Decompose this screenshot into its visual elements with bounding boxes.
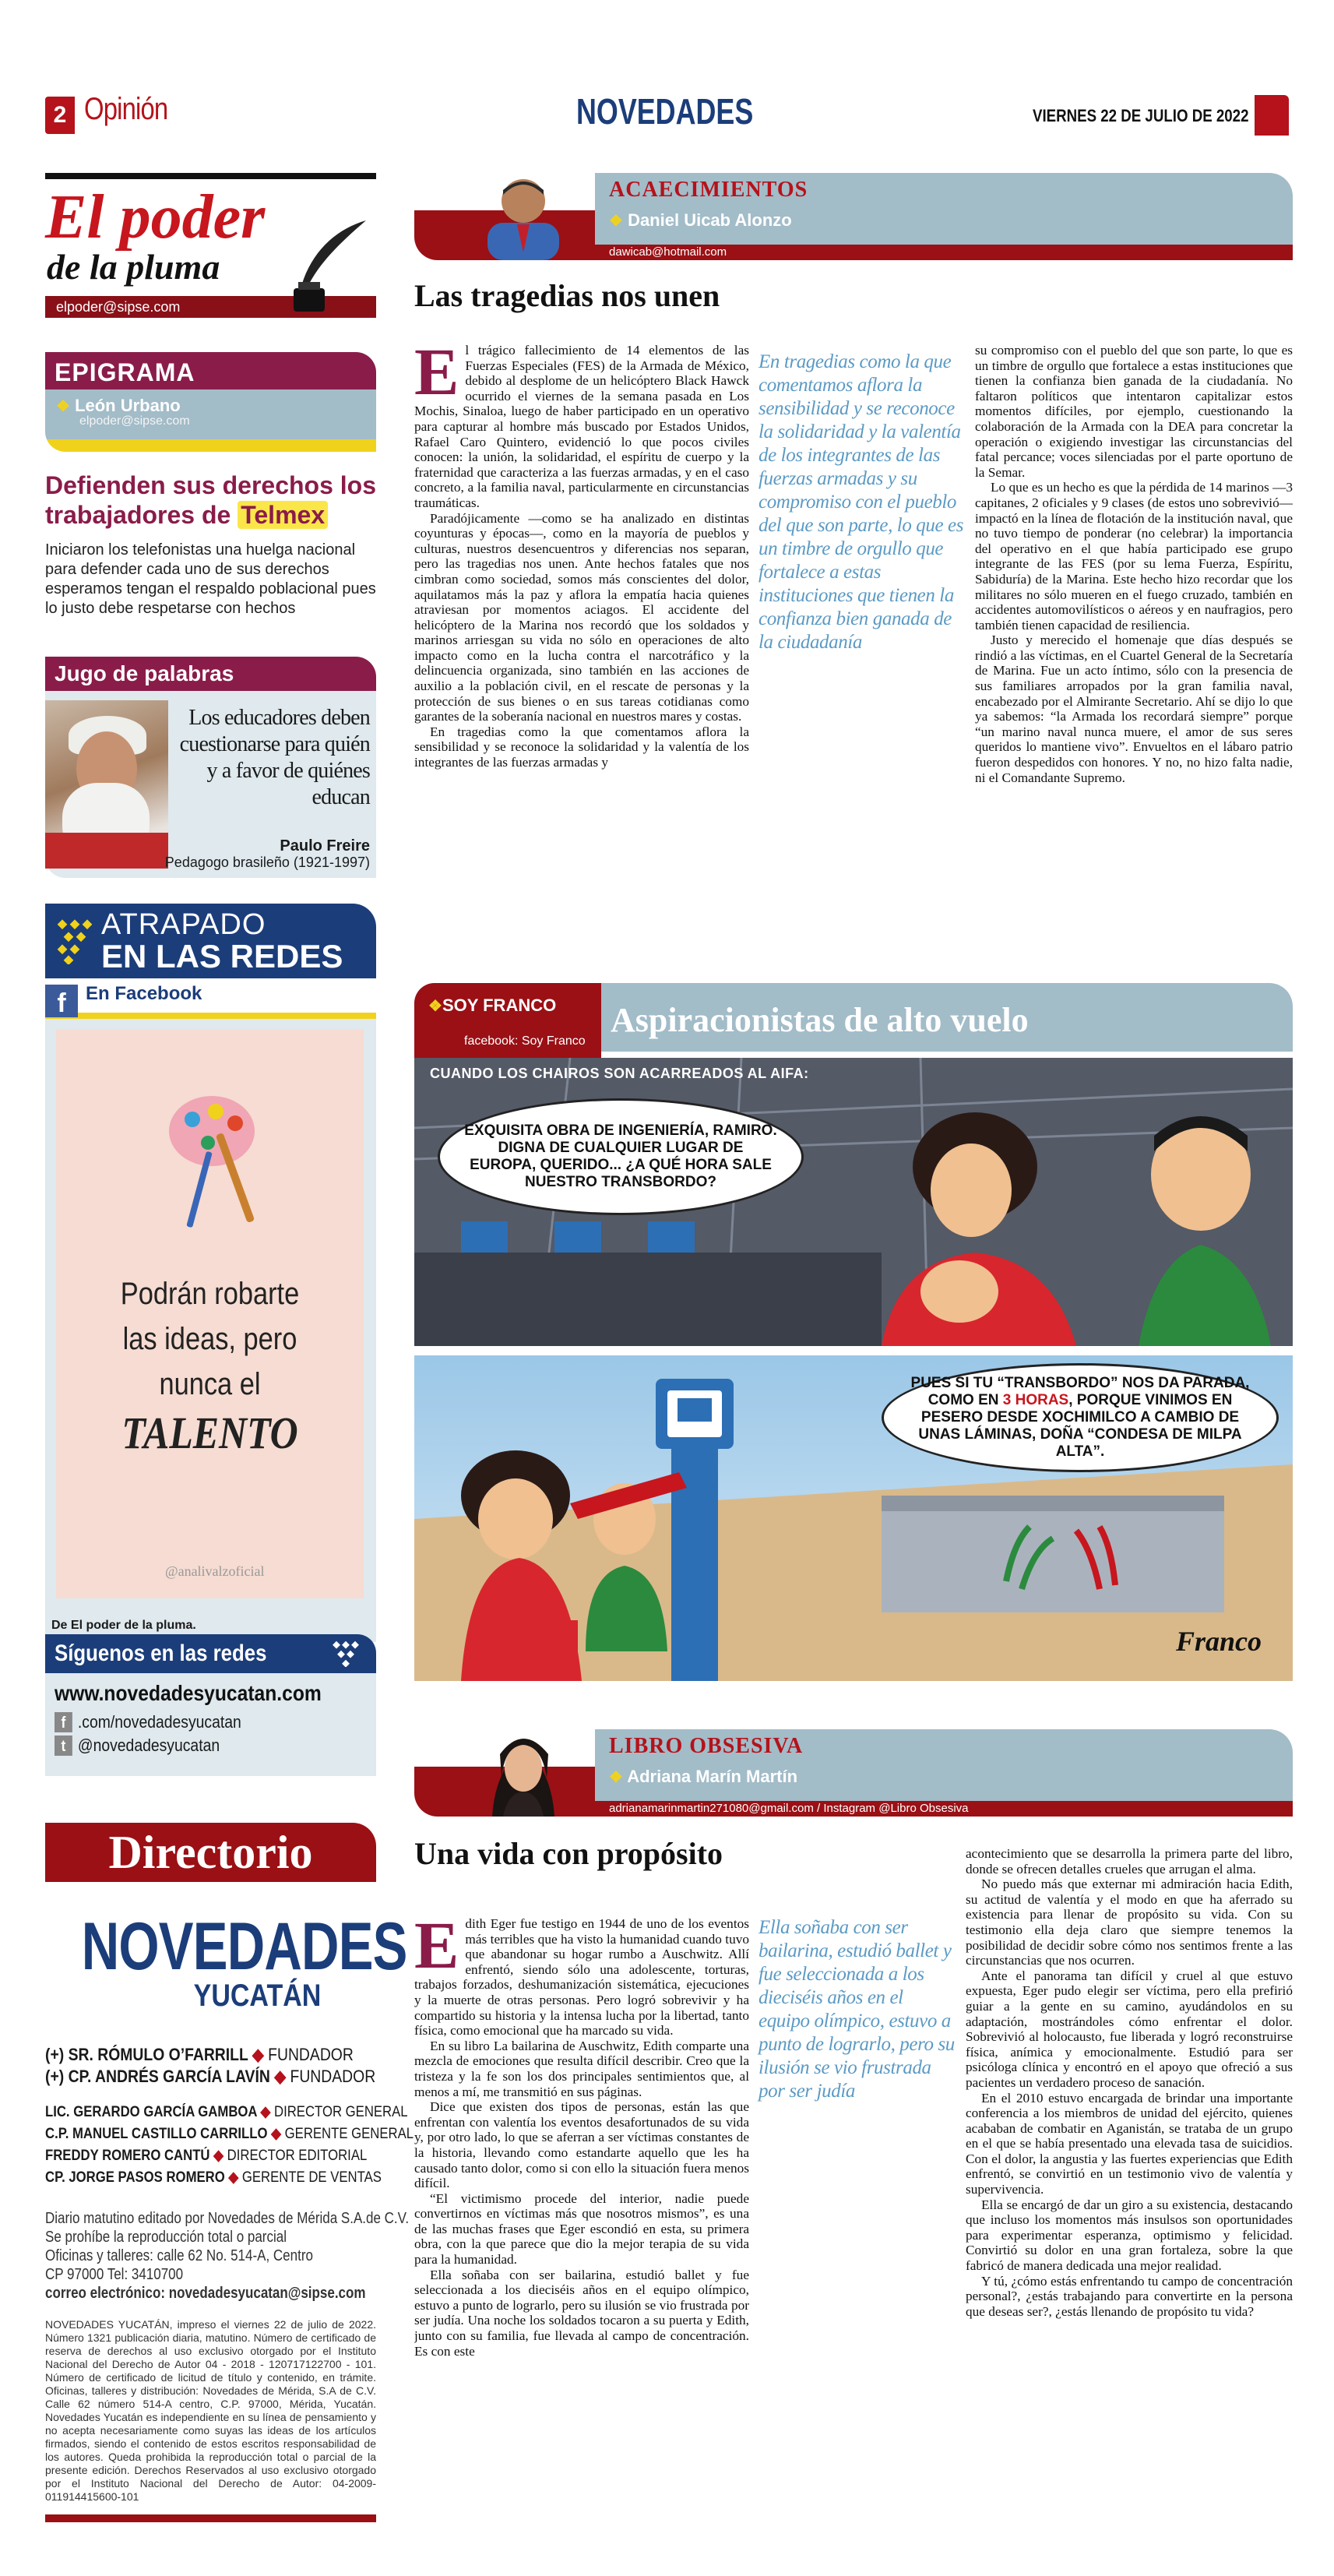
quill-icon: [276, 217, 370, 318]
cartoonist: ❖SOY FRANCO: [428, 996, 557, 1015]
founder-line: (+) SR. RÓMULO O’FARRILL ◆ FUNDADOR: [45, 2045, 354, 2064]
logo-novedades: NOVEDADES: [81, 1909, 407, 1984]
poder-subtitle: de la pluma: [47, 247, 220, 287]
columnist-photo: [477, 167, 570, 260]
cartoon-panel-bottom: [414, 1355, 1293, 1681]
article2-col3: acontecimiento que se desarrolla la primera parte del libro, donde se ofrecen detalles crueles que arrugan el alma. No puedo más que externar mi admiración hacia Edith, su actitud de valentía y el modo en que ha aferrado su existencia para llenar de propósito su vida. Con su testimonio ella deja claro que siempre tenemos la posibilidad de decidir sobre cómo nos sentimos frente a las circunstancias que nos ocurren. Ante el panorama tan difícil y cruel al que estuvo expuesta, Eger pudo elegir ser víctima, pero ella prefirió guiar a la gente en su camino, ayudándolos en su adaptación, mostrándoles cómo enfrentar el dolor. Sobrevivió al holocausto, fue liberada y logró reconstruirse física, anímica y emocionalmente. Estudió para ser psicóloga clínica y encontró en el apoyo que ofreció a sus pacientes un verdadero proceso de sanación. En el 2010 estuvo encargada de brindar una importante conferencia a los miembros de unidad del ejército, quienes acababan de combatir en Aganistán, se trataba de un grupo en el que se había presentado una elevada tasa de suicidios. Con el dolor, la angustia y las fuertes experiencias que Edith enfrentó, se convirtió en un testimonio vivo de valentía y supervivencia. Ella se encargó de dar un giro a su existencia, destacando que incluso los momentos más insulsos son oportunidades para experimentar esperanza, optimismo y felicidad. Convirtió su dolor en una gran fortaleza, sobre la que fabricó de manera dedicada una mejor realidad. Y tú, ¿cómo estás enfrentando tu campo de concentración personal?, ¿estás trabajando para convertirte en la persona que deseas ser?, ¿estás llenando de propósito tu vida?: [966, 1846, 1293, 2319]
staff-line: LIC. GERARDO GARCÍA GAMBOA ◆ DIRECTOR GENERAL: [45, 2104, 408, 2120]
cartoon-title: Aspiracionistas de alto vuelo: [611, 1001, 1029, 1039]
article2-header: [414, 1729, 1293, 1817]
footer-bar: [45, 2514, 376, 2522]
author-portrait: [45, 700, 168, 869]
epigrama-highlight: Telmex: [238, 501, 328, 529]
redes-line1: ATRAPADO: [101, 908, 266, 941]
cartoon-caption: CUANDO LOS CHAIROS SON ACARREADOS AL AIFA:: [430, 1066, 809, 1081]
cartoonist-signature: Franco: [1175, 1626, 1262, 1657]
jugo-block: [45, 657, 376, 878]
article2-pullquote: Ella soñaba con ser bailarina, estudió ballet y fue seleccionada a los dieciséis años en el equipo olímpico, estuvo a punto de lograrlo, pero su ilusión se vio frustrada por ser judía: [759, 1917, 955, 2102]
info-line: CP 97000 Tel: 3410700: [45, 2266, 184, 2283]
directorio-label: Directorio: [45, 1823, 376, 1882]
facebook-label: En Facebook: [86, 983, 202, 1004]
staff-line: FREDDY ROMERO CANTÚ ◆ DIRECTOR EDITORIAL: [45, 2148, 368, 2164]
article2-col1: E dith Eger fue testigo en 1944 de uno de los eventos más terribles que ha visto la humanidad cuando tuvo que abandonar su hogar rumbo a Auschwitz. Allí enfrentó, siendo sólo una adolescente, torturas, trabajos forzados, deshumanización sistemática, ejecuciones y la muerte de otras personas. Pero logró sobrevivir y ha compartido su historia y la intensa lucha por la libertad, tanto física, como emocional que ha marcado su vida. En su libro La bailarina de Auschwitz, Edith comparte una mezcla de emociones que resulta difícil describir. Creo que la tristeza y la fe son los dos principales sentimientos que, al menos a mí, me transmitió en sus páginas. Dice que existen dos tipos de personas, están las que enfrentan con valentía los eventos desafortunados de su vida y, por otro lado, lo que se aferran a ser víctimas constantes de la historia, llevando como estandarte aquello que les ha causado tanto dolor, como si con ello la situación fuera menos difícil. “El victimismo procede del interior, nadie puede convertirnos en víctimas más que nosotros mismos”, es una de las muchas frases que Eger escondió en esta, su primera obra, con la que parece que dio la mejor terapia de su vida para la humanidad. Ella soñaba con ser bailarina, estudió ballet y fue seleccionada a los dieciséis años en el equipo olímpico, estuvo a punto de lograrlo, pero su ilusión se vio frustrada por ser judía. Una noche los soldados tocaron a su puerta y Edith, junto con su familia, fue llevada al campo de concentración. Es con este: [414, 1916, 749, 2359]
article1-col1: E l trágico fallecimiento de 14 elementos de las Fuerzas Especiales (FES) de la Armada de México, debido al desplome de un helicóptero Black Hawck ocurrido el viernes de la semana pasada en Los Mochis, Sinaloa, luego de haber participado en un operativo para capturar al hombre más buscado por Estados Unidos, Rafael Caro Quintero, evidenció lo que pocos civiles conocen: la unión, la solidaridad, el espíritu de cuerpo y la fraternidad que caracteriza a las fuerzas armadas, y en el caso concreto, a la familia naval, particularmente en circunstancias traumáticas. Paradójicamente —como se ha analizado en distintas coyunturas y épocas—, como en la mayoría de pueblos y culturas, nuestros desencuentros y diferencias nos separan, pero las tragedias nos unen. Ante hechos fatales que nos cimbran como sociedad, somos más conscientes del dolor, aquilatamos más la paz y aflora la empatía hacia quienes atraviesan por momentos aciagos. El accidente del helicóptero de la Marina nos recordó que los soldados y marinos arriesgan su vida no sólo en operaciones de alto impacto como en la lucha contra el narcotráfico y la delincuencia organizada, sino también en las acciones de auxilio a la población civil, en el rescate de personas y la protección de sus bienes o en sus tareas cotidianas como garantes de la soberanía nacional en nuestros mares y costas. En tragedias como la que comentamos aflora la sensibilidad y se reconoce la solidaridad y la valentía de los integrantes de las fuerzas armadas y: [414, 343, 749, 770]
jugo-label: Jugo de palabras: [45, 657, 376, 691]
siguenos-label: Síguenos en las redes: [55, 1640, 267, 1666]
info-line: Se prohíbe la reproducción total o parcial: [45, 2229, 287, 2246]
star-icon: ❖: [609, 1769, 623, 1786]
star-icon: ❖: [56, 398, 70, 415]
top-rule: [45, 173, 376, 179]
article1-pullquote: En tragedias como la que comentamos aflora la sensibilidad y se reconoce la solidaridad y la valentía de los integrantes de las fuerzas armadas y su compromiso con el pueblo del que son parte, lo que es un timbre de orgullo que fortalece a estas instituciones que tienen la confianza bien ganada de la ciudadanía: [759, 351, 964, 653]
website-link[interactable]: www.novedadesyucatan.com: [55, 1681, 322, 1705]
image-text-3: nunca el: [159, 1367, 261, 1401]
facebook-post-image: [45, 1019, 376, 1611]
poder-email[interactable]: elpoder@sipse.com: [45, 296, 376, 318]
redes-line2: EN LAS REDES: [101, 938, 343, 974]
dots-icon: [56, 918, 95, 964]
jugo-author-desc: Pedagogo brasileño (1921-1997): [164, 855, 370, 870]
article1-title: Las tragedias nos unen: [414, 278, 720, 313]
star-icon: ❖: [428, 998, 442, 1015]
column-name: LIBRO OBSESIVA: [609, 1734, 804, 1758]
directorio-block: [45, 1823, 414, 2522]
image-handle: @analivalzoficial: [165, 1563, 265, 1579]
facebook-icon: f: [55, 1712, 72, 1732]
cartoonist-facebook[interactable]: facebook: Soy Franco: [464, 1034, 586, 1048]
author-email[interactable]: adrianamarinmartin271080@gmail.com / Instagram @Libro Obsesiva: [609, 1802, 969, 1815]
epigrama-author: León Urbano: [75, 396, 181, 415]
contact-email[interactable]: correo electrónico: novedadesyucatan@sipse.com: [45, 2285, 366, 2302]
cartoon-panel-top: [414, 1058, 1293, 1346]
facebook-caption: De El poder de la pluma.: [45, 1611, 376, 1642]
logo-yucatan: YUCATÁN: [193, 1979, 322, 2013]
epigrama-label: EPIGRAMA: [45, 352, 376, 389]
dots-icon: [333, 1640, 359, 1667]
jugo-quote: Los educadores deben cuestionarse para quién y a favor de quiénes educan: [179, 706, 370, 809]
issue-date: VIERNES 22 DE JULIO DE 2022: [1032, 106, 1248, 125]
author-email[interactable]: dawicab@hotmail.com: [609, 245, 727, 259]
masthead: NOVEDADES: [576, 91, 754, 132]
corner-tab: [1255, 95, 1289, 136]
yellow-bar: [45, 439, 376, 452]
info-line: Diario matutino editado por Novedades de Mérida S.A.de C.V.: [45, 2210, 410, 2227]
facebook-link[interactable]: .com/novedadesyucatan: [77, 1712, 241, 1732]
staff-line: CP. JORGE PASOS ROMERO ◆ GERENTE DE VENTAS: [45, 2169, 382, 2186]
image-text-2: las ideas, pero: [122, 1322, 297, 1356]
cartoon: [414, 983, 1293, 1681]
page-number: 2: [45, 97, 75, 134]
epigrama-title: Defienden sus derechos los trabajadores de Telmex: [45, 471, 377, 529]
palette-icon: [165, 1077, 266, 1232]
speech-bubble-1: EXQUISITA OBRA DE INGENIERÍA, RAMIRO. DIGNA DE CUALQUIER LUGAR DE EUROPA, QUERIDO... ¿A QUÉ HORA SALE NUESTRO TRANSBORDO?: [438, 1098, 804, 1215]
column-name: ACAECIMIENTOS: [609, 178, 808, 202]
epigrama-block: [45, 352, 376, 618]
columnist-photo: [477, 1723, 570, 1817]
image-text-4: TALENTO: [121, 1408, 298, 1458]
article1-header: [414, 173, 1293, 260]
twitter-link[interactable]: @novedadesyucatan: [77, 1736, 220, 1755]
dropcap: E: [414, 1916, 459, 1982]
article-author: ❖ Daniel Uicab Alonzo: [609, 210, 792, 230]
poder-block: [45, 173, 376, 318]
legal-notice: NOVEDADES YUCATÁN, impreso el viernes 22 de julio de 2022. Número 1321 publicación diaria, matutino. Número de certificado de reserva de derechos al uso exclusivo otorgado por el Instituto Nacional del Derecho de Autor 04 - 2018 - 120717122700 - 101. Número de certificado de licitud de título y contenido, en trámite. Oficinas, talleres y distribución: Novedades de Mérida, S.A de C.V. Calle 62 número 514-A centro, C.P. 97000, Mérida, Yucatán. Novedades Yucatán es independiente en su línea de pensamiento y no acepta necesariamente como suyas las ideas de los artículos firmados, siendo el contenido de estos escritos responsabilidad de los autores. Queda prohibida la reproducción total o parcial de la presente edición. Derechos Reservados al uso exclusivo otorgado por el Instituto Nacional del Derecho de Autor: 04-2009-011914415600-101: [45, 2318, 376, 2503]
star-icon: ❖: [609, 213, 623, 230]
article1-col3: su compromiso con el pueblo del que son parte, lo que es un timbre de orgullo que fortalece a estas instituciones que tienen la confianza bien ganada de la ciudadanía. No faltaron políticos que intentaron capitalizar estos momentos difíciles, por ejemplo, cuestionando la colaboración de la Armada con la DEA para concretar la operación o exigiendo investigar las circunstancias del fatal percance; voces silenciadas por el parte oportuno de la Semar. Lo que es un hecho es que la pérdida de 14 marinos —3 capitanes, 2 oficiales y 9 clases (de estos uno sobrevivió— impactó en la línea de flotación de la institución naval, que no tuvo tiempo de ponderar (no celebrar) la importancia del operativo en el que había participado ese grupo integrante de las FES (por su lema Fuerza, Espíritu, Sabiduría) de la Marina. Este hecho hizo recordar que los militares no sólo mueren en el fuego cruzado, también en accidentes automovilísticos o aéreos y en naufragios, pero también tienen capacidad de resiliencia. Justo y merecido el homenaje que días después se rindió a las víctimas, en el Cuartel General de la Secretaría de Marina. Fue un acto íntimo, sólo con la presencia de sus familiares arropados por la gran familia naval, encabezado por el Almirante Secretario. Ahí se dijo lo que ya sabemos: “la Armada los recordará siempre” porque “un marino naval nunca muere, el amor de sus seres queridos lo mantiene vivo”. Envueltos en el lábaro patrio fueron despedidos con honores. Y no, no hizo falta nadie, ni el Comandante Supremo.: [975, 343, 1293, 785]
article-author: ❖ Adriana Marín Martín: [609, 1767, 798, 1786]
dropcap: E: [414, 343, 459, 409]
siguenos-block: [45, 1634, 376, 1776]
section-name: Opinión: [84, 92, 168, 126]
twitter-icon: t: [55, 1736, 72, 1756]
founder-line: (+) CP. ANDRÉS GARCÍA LAVÍN ◆ FUNDADOR: [45, 2067, 376, 2086]
facebook-icon: f: [45, 985, 78, 1017]
epigrama-body: Iniciaron los telefonistas una huelga nacional para defender cada uno de sus derechos esperamos tengan el respaldo poblacional pues lo justo debe respetarse con hechos: [45, 541, 376, 617]
poder-title: El poder: [45, 183, 266, 252]
image-text-1: Podrán robarte: [120, 1277, 300, 1311]
speech-bubble-2: PUES SI TU “TRANSBORDO” NOS DA PARADA, COMO EN 3 HORAS, PORQUE VINIMOS EN PESERO DESDE XOCHIMILCO A CAMBIO DE UNAS LÁMINAS, DOÑA “CONDESA DE MILPA ALTA”.: [882, 1363, 1279, 1472]
staff-line: C.P. MANUEL CASTILLO CARRILLO ◆ GERENTE GENERAL: [45, 2126, 414, 2142]
article2-title: Una vida con propósito: [414, 1836, 723, 1871]
info-line: Oficinas y talleres: calle 62 No. 514-A, Centro: [45, 2247, 313, 2264]
redes-block: [45, 904, 376, 1642]
jugo-author: Paulo Freire: [280, 837, 370, 855]
epigrama-email[interactable]: elpoder@sipse.com: [79, 414, 190, 428]
